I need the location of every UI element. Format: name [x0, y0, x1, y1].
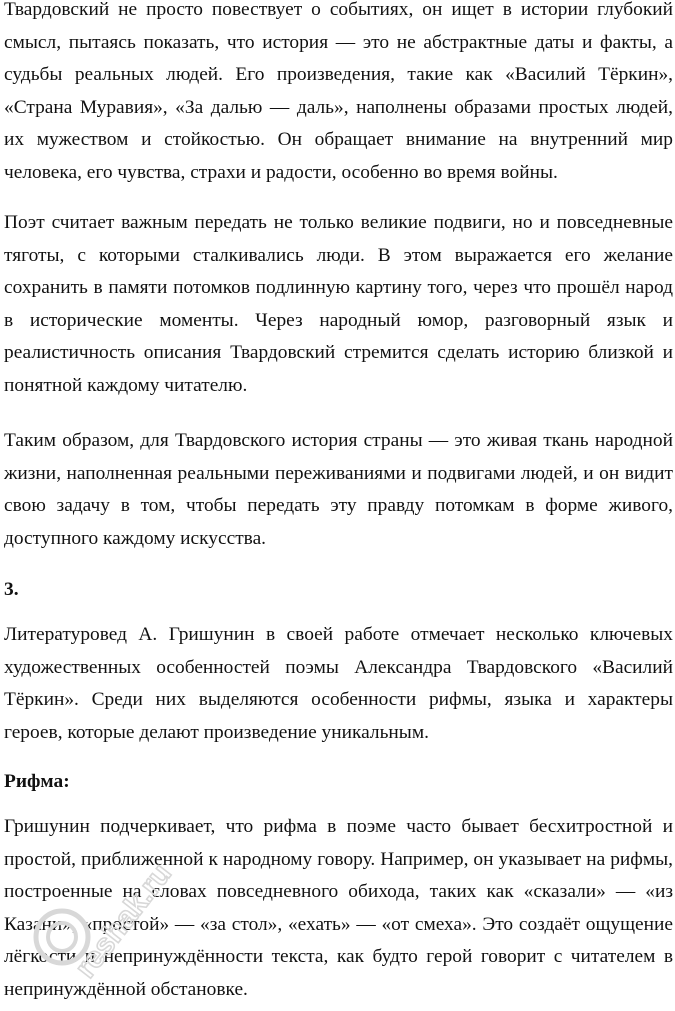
subheading-rhyme: Рифма: — [4, 771, 70, 792]
paragraph-grishunin-features: Литературовед А. Гришунин в своей работе отмечает несколько ключевых художественных особенностей поэмы Александра Твардовского «Василий Тёркин». Среди них выделяются особенности рифмы, языка и характеры героев, которые делают произведение уникальным. — [4, 624, 673, 743]
paragraph-conclusion: Таким образом, для Твардовского история страны — это живая ткань народной жизни, наполненная реальными переживаниями и подвигами людей, и он видит свою задачу в том, чтобы передать эту правду потомкам в форме живого, доступного каждому искусства. — [4, 430, 673, 549]
paragraph-rhyme-description: Гришунин подчеркивает, что рифма в поэме часто бывает бесхитростной и простой, приближенной к народному говору. Например, он указывает на рифмы, построенные на словах повседневного обихода, таких как «сказали» — «из Казани», «простой» — «за стол», «ехать» — «от смеха». Это создаёт ощущение лёгкости и непринуждённости текста, как будто герой говорит с читателем в непринуждённой обстановке. — [4, 816, 673, 1000]
paragraph-everyday-hardships: Поэт считает важным передать не только великие подвиги, но и повседневные тяготы, с которыми сталкивались люди. В этом выражается его желание сохранить в памяти потомков подлинную картину того, через что прошёл народ в исторические моменты. Через народный юмор, разговорный язык и реалистичность описания Твардовский стремится сделать историю близкой и понятной каждому читателю. — [4, 212, 673, 396]
svg-text:reshak.ru: reshak.ru — [68, 857, 178, 985]
section-number: 3. — [4, 579, 19, 600]
paragraph-history-meaning: Твардовский не просто повествует о событиях, он ищет в истории глубокий смысл, пытаясь показать, что история — это не абстрактные даты и факты, а судьбы реальных людей. Его произведения, такие как «Василий Тёркин», «Страна Муравия», «За далью — даль», наполнены образами простых людей, их мужеством и стойкостью. Он обращает внимание на внутренний мир человека, его чувства, страхи и радости, особенно во время войны. — [4, 0, 673, 183]
